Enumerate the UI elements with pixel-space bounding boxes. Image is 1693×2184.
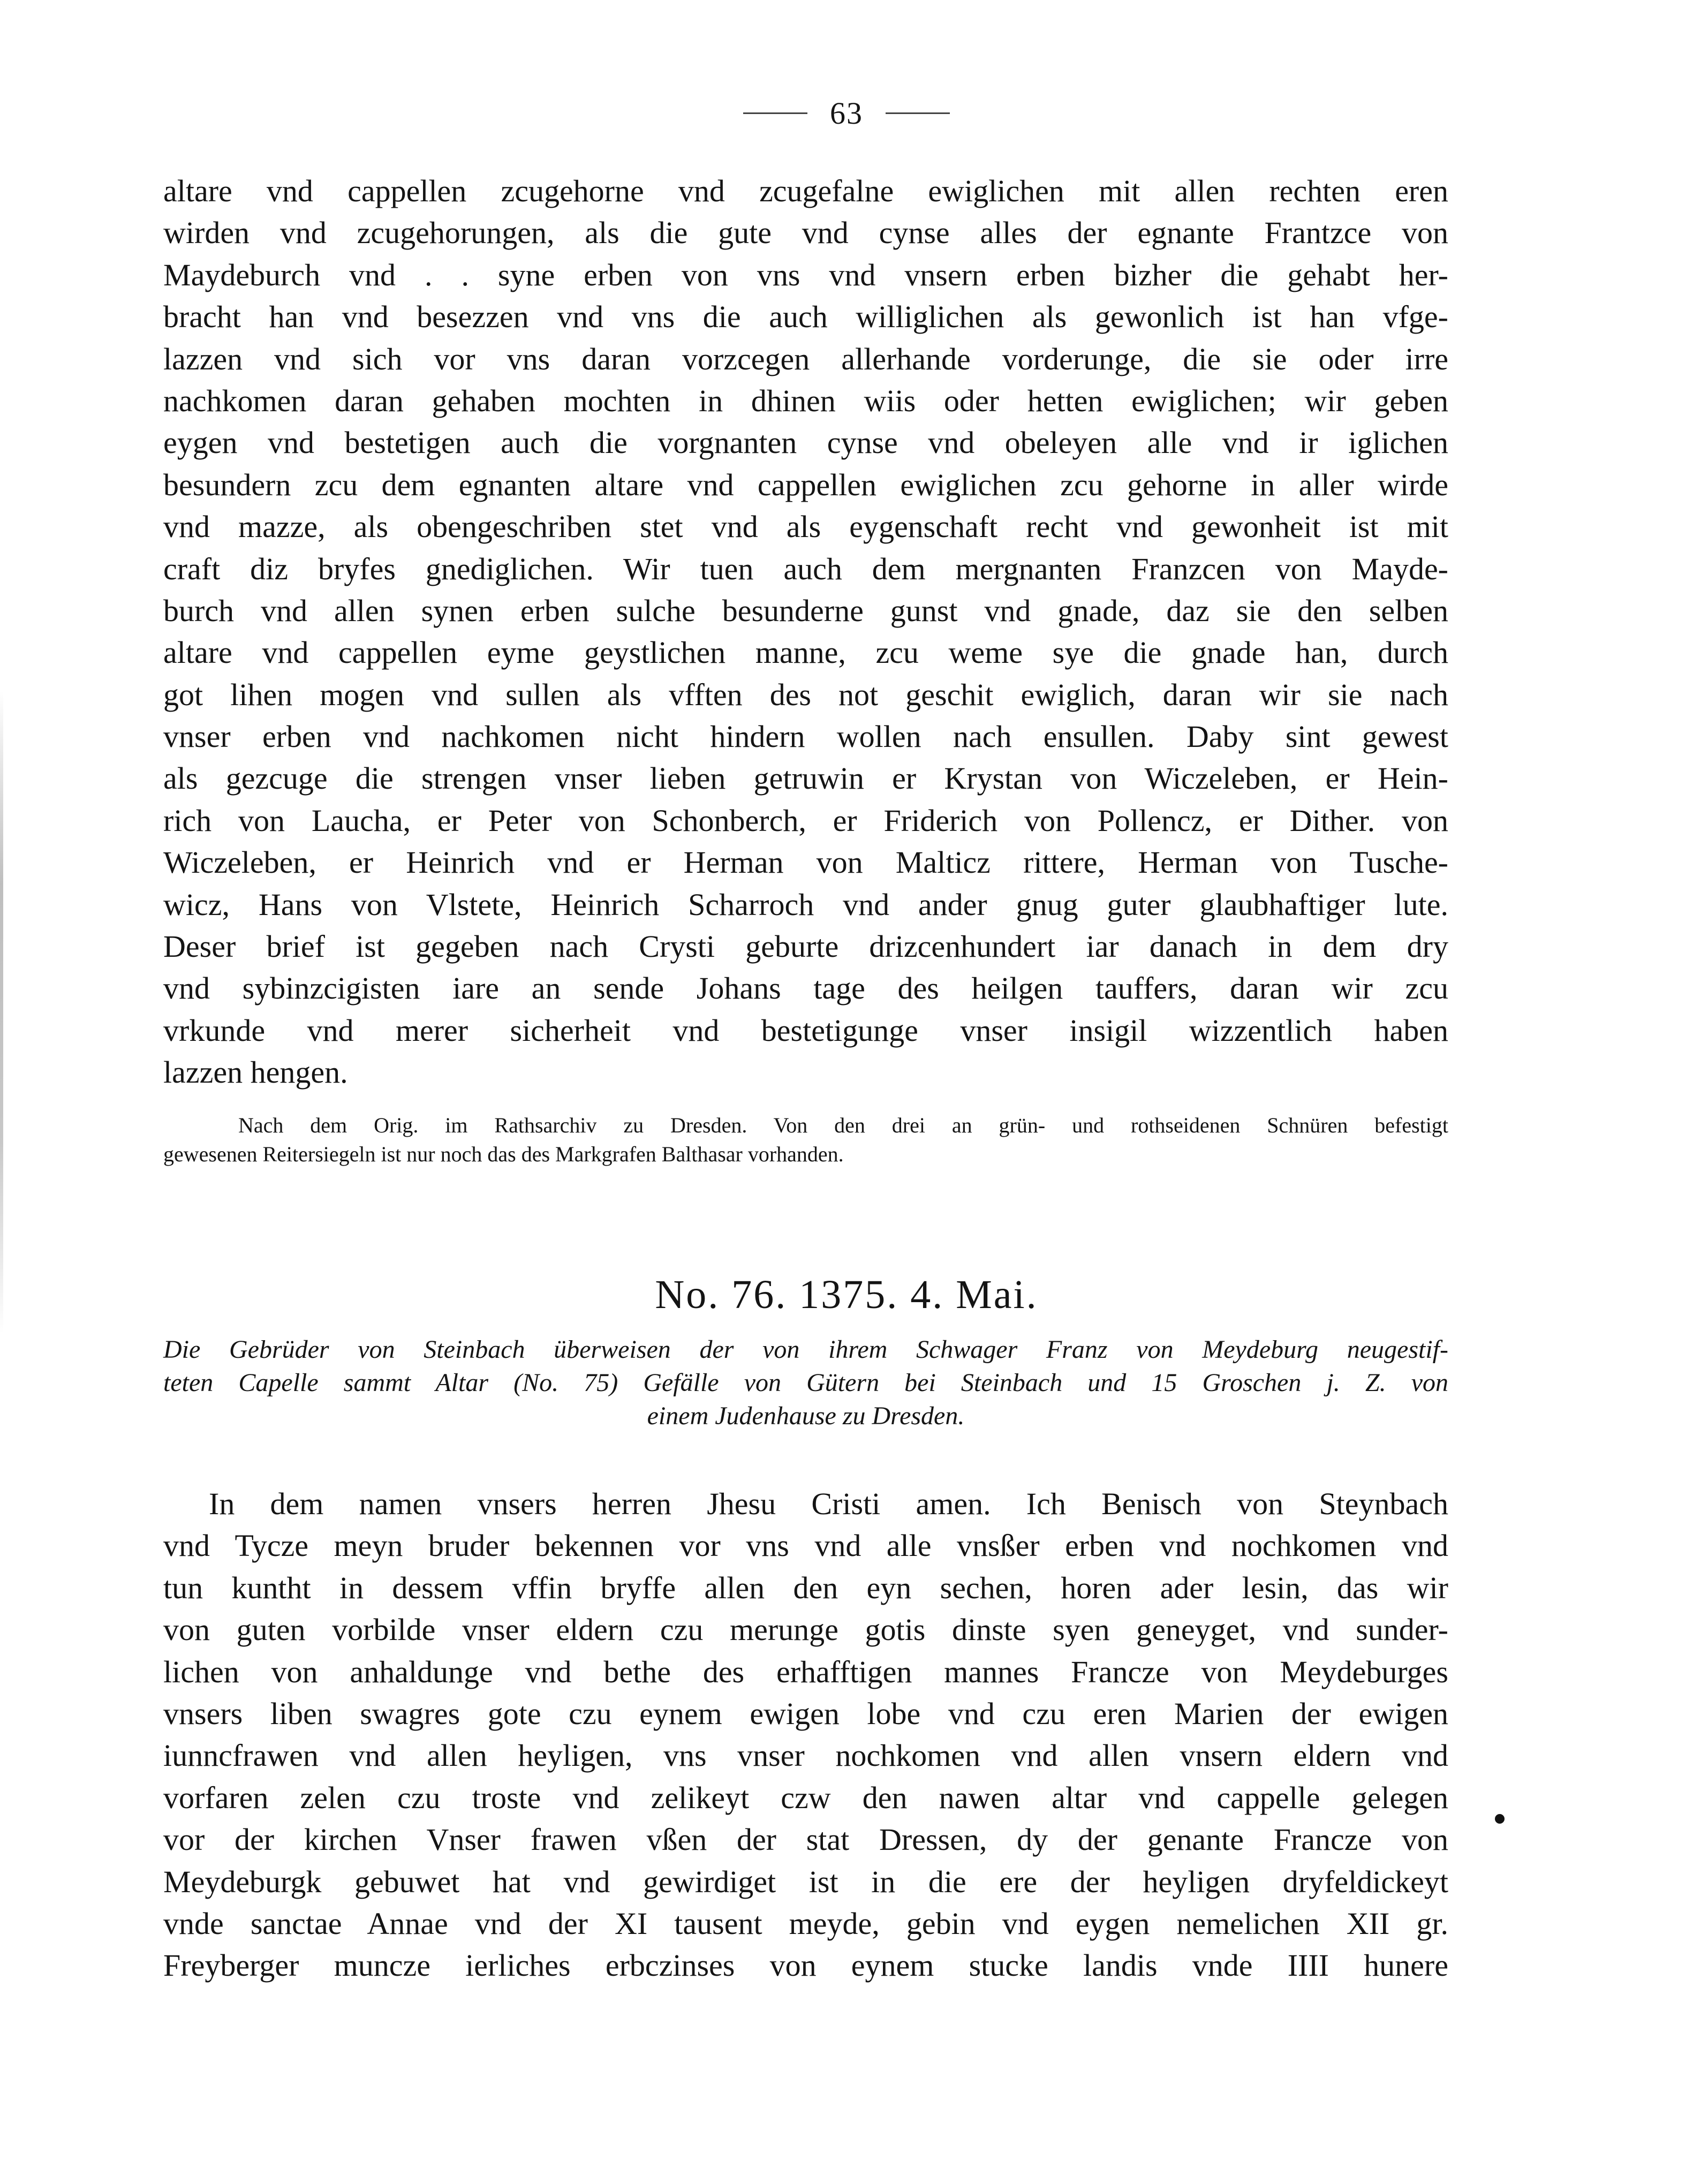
body-line: In dem namen vnsers herren Jhesu Cristi amen. Ich Benisch von Steynbach <box>209 1486 1448 1521</box>
body-line: besundern zcu dem egnanten altare vnd cappellen ewiglichen zcu gehorne in aller wirde <box>163 467 1448 502</box>
header-rule-right <box>886 112 950 114</box>
body-line: lazzen vnd sich vor vns daran vorzcegen allerhande vorderunge, die sie oder irre <box>163 341 1448 376</box>
body-line: altare vnd cappellen zcugehorne vnd zcugefalne ewiglichen mit allen rechten eren <box>163 173 1448 208</box>
body-line: wirden vnd zcugehorungen, als die gute vnd cynse alles der egnante Frantzce von <box>163 215 1448 251</box>
body-line: als gezcuge die strengen vnser lieben getruwin er Krystan von Wiczeleben, er Hein- <box>163 761 1448 796</box>
body-line: burch vnd allen synen erben sulche besunderne gunst vnd gnade, daz sie den selben <box>163 593 1448 628</box>
body-line: got lihen mogen vnd sullen als vfften des not geschit ewiglich, daran wir sie nach <box>163 677 1448 712</box>
body-line: Deser brief ist gegeben nach Crysti geburte drizcenhundert iar danach in dem dry <box>163 929 1448 964</box>
body-line: Maydeburch vnd . . syne erben von vns vnd vnsern erben bizher die gehabt her- <box>163 257 1448 292</box>
body-line: vnd sybinzcigisten iare an sende Johans tage des heilgen tauffers, daran wir zcu <box>163 971 1448 1006</box>
body-line: rich von Laucha, er Peter von Schonberch, er Friderich von Pollencz, er Dither. von <box>163 803 1448 838</box>
body-line: iunncfrawen vnd allen heyligen, vns vnser nochkomen vnd allen vnsern eldern vnd <box>163 1738 1448 1773</box>
body-line: tun kuntht in dessem vffin bryffe allen den eyn sechen, horen ader lesin, das wir <box>163 1570 1448 1605</box>
body-line: lazzen hengen. <box>163 1055 348 1090</box>
body-line: Freyberger muncze ierliches erbczinses von eynem stucke landis vnde IIII hunere <box>163 1948 1448 1983</box>
summary-line: teten Capelle sammt Altar (No. 75) Gefälle von Gütern bei Steinbach und 15 Groschen j. Z. von <box>163 1369 1448 1397</box>
body-line: craft diz bryfes gnediglichen. Wir tuen auch dem mergnanten Franzcen von Mayde- <box>163 551 1448 586</box>
body-line: vor der kirchen Vnser frawen vßen der stat Dressen, dy der genante Francze von <box>163 1822 1448 1857</box>
charter-text-continued <box>163 170 1448 1094</box>
document-heading: No. 76. 1375. 4. Mai. <box>655 1272 1038 1317</box>
body-line: wicz, Hans von Vlstete, Heinrich Scharroch vnd ander gnug guter glaubhaftiger lute. <box>163 887 1448 922</box>
body-line: von guten vorbilde vnser eldern czu merunge gotis dinste syen geneyget, vnd sunder- <box>163 1612 1448 1648</box>
document-summary <box>163 1333 1448 1433</box>
margin-dot-mark <box>1495 1814 1505 1824</box>
body-line: eygen vnd bestetigen auch die vorgnanten cynse vnd obeleyen alle vnd ir iglichen <box>163 425 1448 460</box>
body-line: bracht han vnd besezzen vnd vns die auch williglichen als gewonlich ist han vfge- <box>163 299 1448 335</box>
note-line: gewesenen Reitersiegeln ist nur noch das des Markgrafen Balthasar vorhanden. <box>163 1142 844 1166</box>
summary-line: Die Gebrüder von Steinbach überweisen der von ihrem Schwager Franz von Meydeburg neugestif- <box>163 1335 1448 1364</box>
body-line: altare vnd cappellen eyme geystlichen manne, zcu weme sye die gnade han, durch <box>163 635 1448 670</box>
body-line: vorfaren zelen czu troste vnd zelikeyt czw den nawen altar vnd cappelle gelegen <box>163 1780 1448 1815</box>
body-line: vrkunde vnd merer sicherheit vnd bestetigunge vnser insigil wizzentlich haben <box>163 1012 1448 1048</box>
note-line: Nach dem Orig. im Rathsarchiv zu Dresden. Von den drei an grün- und rothseidenen Schnüren befestigt <box>238 1113 1448 1137</box>
page-header <box>0 95 1693 138</box>
scan-margin-shadow <box>0 691 3 1333</box>
body-line: vnsers liben swagres gote czu eynem ewigen lobe vnd czu eren Marien der ewigen <box>163 1696 1448 1731</box>
header-rule-left <box>743 112 807 114</box>
body-line: Wiczeleben, er Heinrich vnd er Herman von Malticz rittere, Herman von Tusche- <box>163 845 1448 880</box>
body-line: lichen von anhaldunge vnd bethe des erhafftigen mannes Francze von Meydeburges <box>163 1654 1448 1689</box>
body-line: vnde sanctae Annae vnd der XI tausent meyde, gebin vnd eygen nemelichen XII gr. <box>163 1906 1448 1941</box>
page-number: 63 <box>830 96 863 131</box>
body-line: vnd mazze, als obengeschriben stet vnd als eygenschaft recht vnd gewonheit ist mit <box>163 509 1448 545</box>
summary-line: einem Judenhause zu Dresden. <box>647 1402 965 1430</box>
body-line: nachkomen daran gehaben mochten in dhinen wiis oder hetten ewiglichen; wir geben <box>163 383 1448 418</box>
charter-text-no-76 <box>163 1483 1448 1987</box>
body-line: vnd Tycze meyn bruder bekennen vor vns vnd alle vnsßer erben vnd nochkomen vnd <box>163 1528 1448 1563</box>
body-line: Meydeburgk gebuwet hat vnd gewirdiget ist in die ere der heyligen dryfeldickeyt <box>163 1864 1448 1899</box>
body-line: vnser erben vnd nachkomen nicht hindern wollen nach ensullen. Daby sint gewest <box>163 719 1448 754</box>
archival-note <box>163 1111 1448 1169</box>
